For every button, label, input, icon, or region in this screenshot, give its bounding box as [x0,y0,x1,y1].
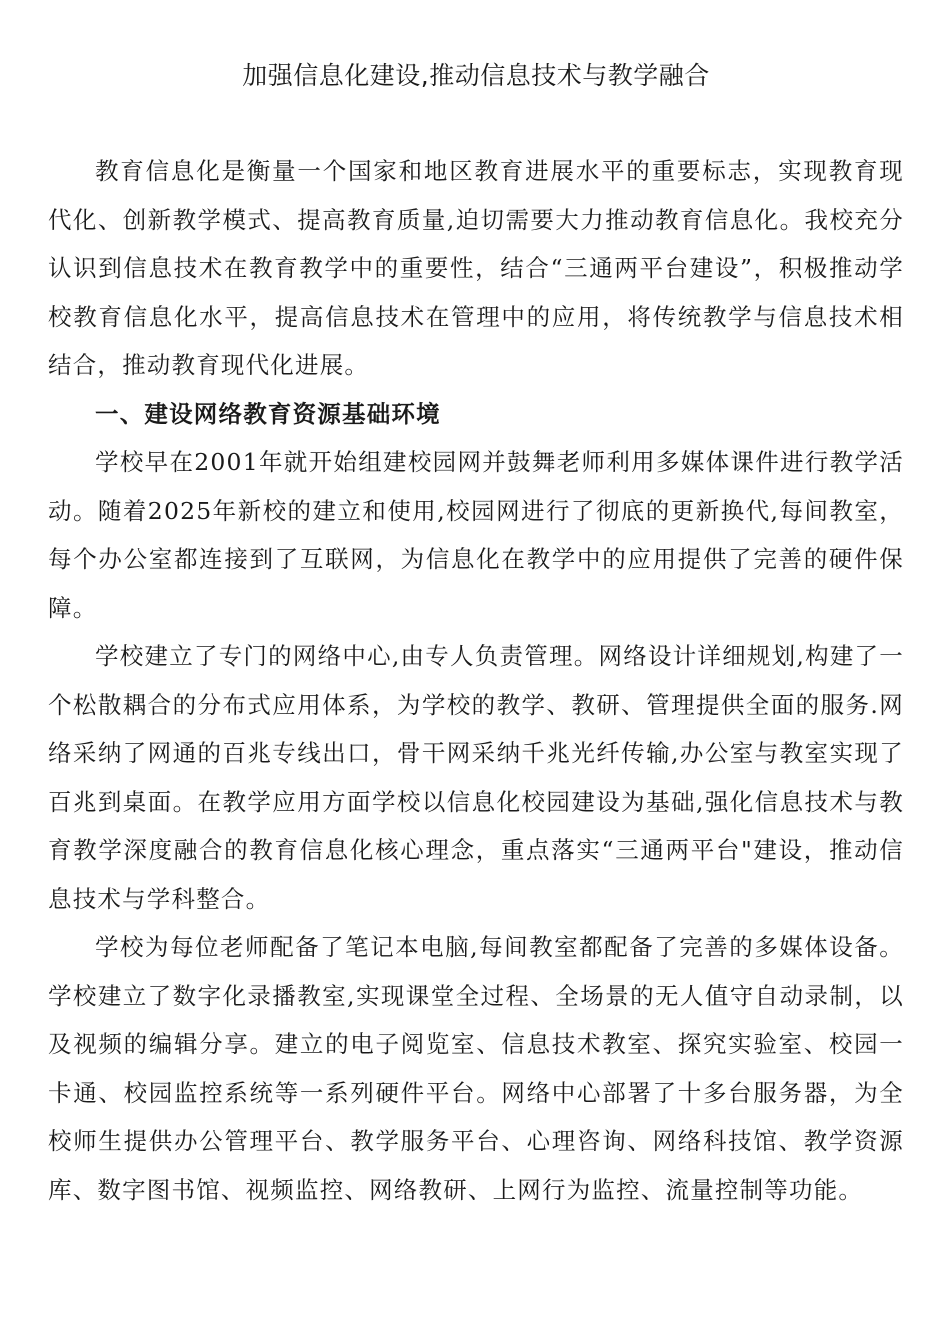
body-paragraph: 学校为每位老师配备了笔记本电脑,每间教室都配备了完善的多媒体设备。学校建立了数字化录播教室,实现课堂全过程、全场景的无人值守自动录制，以及视频的编辑分享。建立的电子阅览室、信息技术教室、探究实验室、校园一卡通、校园监控系统等一系列硬件平台。网络中心部署了十多台服务器，为全校师生提供办公管理平台、教学服务平台、心理咨询、网络科技馆、教学资源库、数字图书馆、视频监控、网络教研、上网行为监控、流量控制等功能。 [48,933,904,1204]
section-heading: 一、建设网络教育资源基础环境 [95,399,441,428]
body-paragraph: 学校建立了专门的网络中心,由专人负责管理。网络设计详细规划,构建了一个松散耦合的分布式应用体系，为学校的教学、教研、管理提供全面的服务.网络采纳了网通的百兆专线出口，骨干网采纳千兆光纤传输,办公室与教室实现了百兆到桌面。在教学应用方面学校以信息化校园建设为基础,强化信息技术与教育教学深度融合的教育信息化核心理念，重点落实“三通两平台"建设，推动信息技术与学科整合。 [48,642,904,913]
body-paragraph: 学校早在2001年就开始组建校园网并鼓舞老师利用多媒体课件进行教学活动。随着2025年新校的建立和使用,校园网进行了彻底的更新换代,每间教室，每个办公室都连接到了互联网，为信息化在教学中的应用提供了完善的硬件保障。 [48,448,904,622]
document-title: 加强信息化建设,推动信息技术与教学融合 [242,61,710,90]
intro-paragraph: 教育信息化是衡量一个国家和地区教育进展水平的重要标志，实现教育现代化、创新教学模式、提高教育质量,迫切需要大力推动教育信息化。我校充分认识到信息技术在教育教学中的重要性，结合“三通两平台建设”，积极推动学校教育信息化水平，提高信息技术在管理中的应用，将传统教学与信息技术相结合，推动教育现代化进展。 [48,157,904,379]
